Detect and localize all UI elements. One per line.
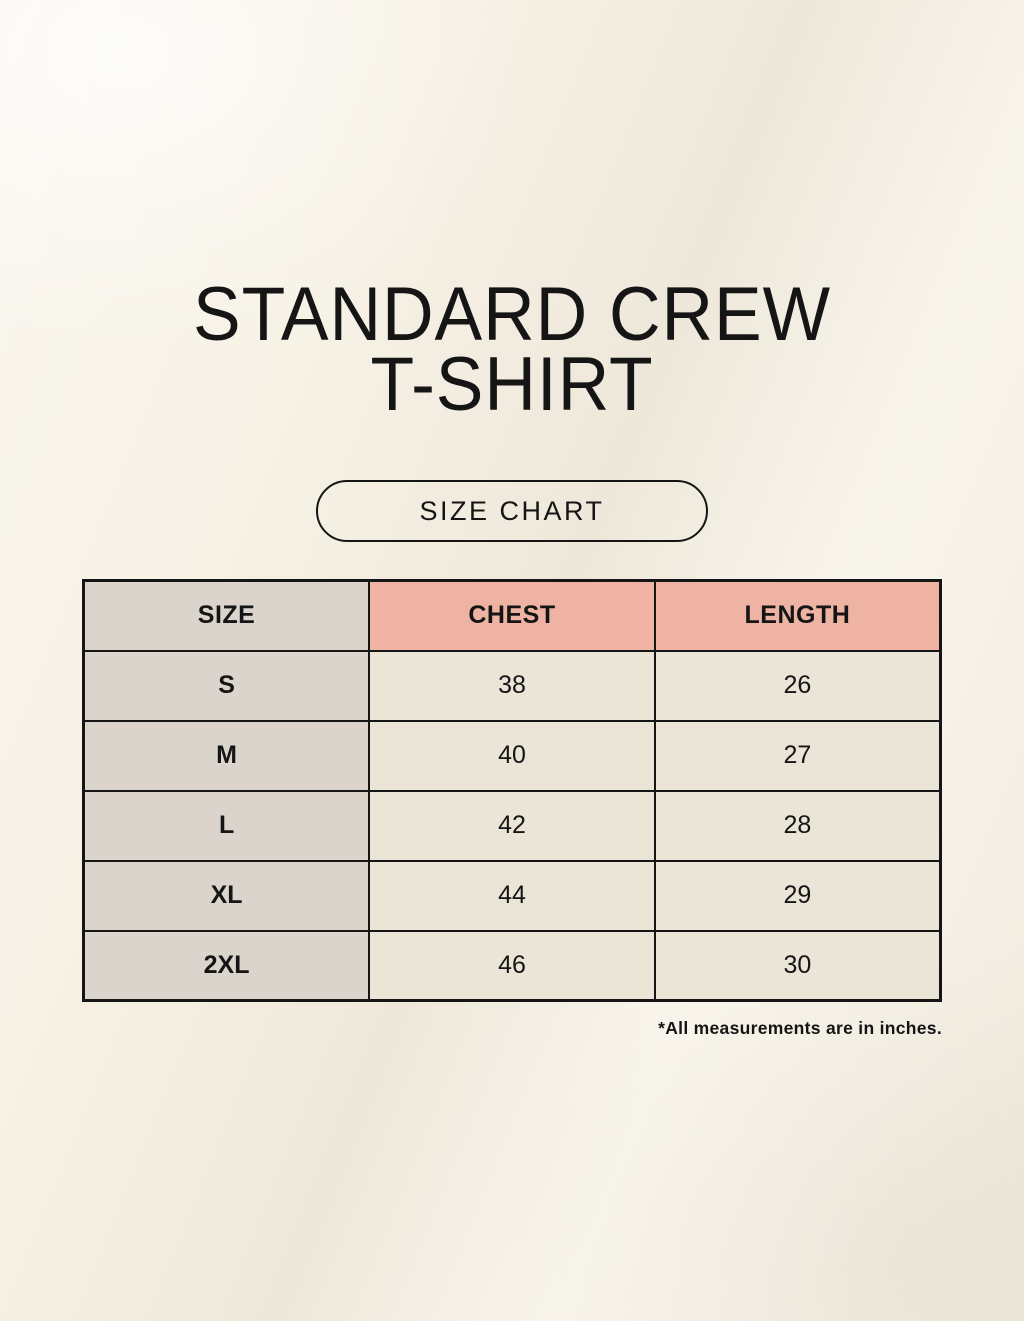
table-cell-chest-l: 42 xyxy=(369,791,655,861)
table-row xyxy=(84,931,941,1001)
table-cell-chest-m: 40 xyxy=(369,721,655,791)
table-cell-length-s: 26 xyxy=(655,651,941,721)
column-header-size: SIZE xyxy=(84,581,370,651)
size-chart-badge[interactable] xyxy=(316,480,708,542)
table-cell-chest-xl: 44 xyxy=(369,861,655,931)
measurements-footnote: *All measurements are in inches. xyxy=(658,1018,942,1038)
table-row xyxy=(84,791,941,861)
page-title-line-1: STANDARD CREW xyxy=(193,272,831,357)
size-chart-table xyxy=(82,579,942,1002)
table-row xyxy=(84,651,941,721)
row-header-size-xl: XL xyxy=(84,861,370,931)
table-cell-length-m: 27 xyxy=(655,721,941,791)
page-title xyxy=(31,272,994,427)
table-row xyxy=(84,861,941,931)
table-row xyxy=(84,721,941,791)
size-chart-table-container xyxy=(82,579,942,1002)
row-header-size-s: S xyxy=(84,651,370,721)
table-cell-chest-s: 38 xyxy=(369,651,655,721)
table-header xyxy=(84,581,941,651)
page-title-line-2: T-SHIRT xyxy=(370,341,654,427)
table-cell-length-2xl: 30 xyxy=(655,931,941,1001)
row-header-size-l: L xyxy=(84,791,370,861)
size-chart-badge-label: SIZE CHART xyxy=(419,495,605,526)
table-cell-chest-2xl: 46 xyxy=(369,931,655,1001)
column-header-chest: CHEST xyxy=(369,581,655,651)
table-cell-length-xl: 29 xyxy=(655,861,941,931)
table-cell-length-l: 28 xyxy=(655,791,941,861)
column-header-length: LENGTH xyxy=(655,581,941,651)
table-header-row xyxy=(84,581,941,651)
table-body xyxy=(84,651,941,1001)
row-header-size-m: M xyxy=(84,721,370,791)
row-header-size-2xl: 2XL xyxy=(84,931,370,1001)
